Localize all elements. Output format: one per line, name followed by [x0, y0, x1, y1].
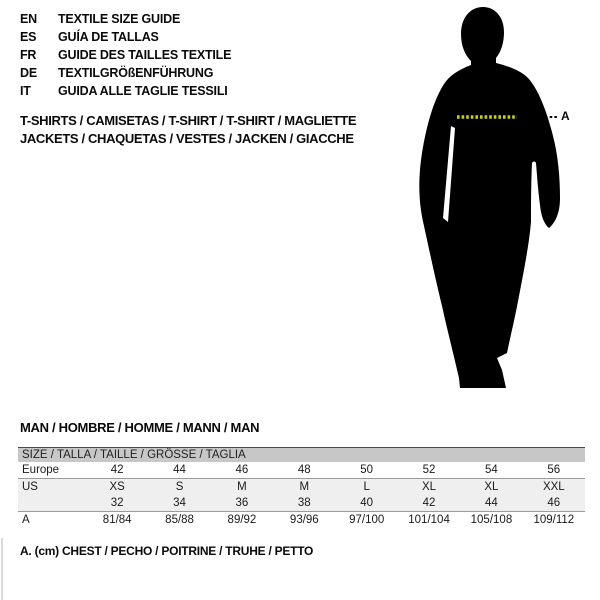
language-code: FR	[20, 48, 37, 62]
language-code: IT	[20, 84, 31, 98]
edge-artifact-line	[1, 538, 3, 600]
measurement-footnote: A. (cm) CHEST / PECHO / POITRINE / TRUHE / PETTO	[20, 544, 314, 558]
category-jackets: JACKETS / CHAQUETAS / VESTES / JACKEN / GIACCHE	[20, 131, 354, 146]
table-cell: 50	[360, 464, 374, 476]
table-cell: 101/104	[408, 514, 450, 526]
table-cell: 54	[485, 464, 498, 476]
table-cell: 48	[297, 464, 311, 476]
table-cell: 46	[547, 497, 561, 509]
man-silhouette-figure	[415, 0, 585, 395]
language-row	[20, 46, 231, 64]
language-title: TEXTILE SIZE GUIDE	[58, 12, 181, 26]
table-cell: XL	[484, 481, 499, 493]
language-code: ES	[20, 30, 37, 44]
language-row	[20, 82, 231, 100]
table-cell: 44	[173, 464, 186, 476]
table-cell: 85/88	[165, 514, 194, 526]
table-cell: 93/96	[289, 514, 319, 526]
table-cell: 81/84	[102, 514, 132, 526]
table-cell: 52	[422, 464, 436, 476]
row-label: Europe	[22, 464, 60, 476]
language-list	[20, 10, 231, 100]
table-cell: XS	[109, 481, 125, 493]
table-cell: XL	[422, 481, 437, 493]
table-cell: 42	[422, 497, 436, 509]
table-cell: 32	[110, 497, 124, 509]
language-title: GUIDE DES TAILLES TEXTILE	[58, 48, 232, 62]
table-row-us-letters	[18, 479, 585, 495]
language-row	[20, 10, 231, 28]
table-cell: 34	[173, 497, 186, 509]
table-cell: M	[299, 481, 310, 493]
language-title: GUIDA ALLE TAGLIE TESSILI	[58, 84, 228, 98]
section-title-man: MAN / HOMBRE / HOMME / MANN / MAN	[20, 420, 260, 435]
table-cell: 40	[360, 497, 374, 509]
table-cell: 105/108	[470, 514, 513, 526]
size-table	[18, 447, 585, 528]
table-cell: 46	[235, 464, 249, 476]
size-table-header: SIZE / TALLA / TAILLE / GRÖSSE / TAGLIA	[18, 448, 585, 462]
table-cell: 97/100	[349, 514, 385, 526]
table-row-us-numbers	[18, 495, 585, 512]
table-cell: XXL	[542, 481, 565, 493]
table-cell: 56	[547, 464, 561, 476]
row-label	[18, 495, 86, 511]
language-row	[20, 64, 231, 82]
table-cell: L	[363, 481, 370, 493]
man-silhouette	[419, 7, 560, 388]
language-code: DE	[20, 66, 37, 80]
table-cell: 89/92	[227, 514, 257, 526]
table-cell: 42	[110, 464, 124, 476]
table-cell: S	[175, 481, 184, 493]
language-row	[20, 28, 231, 46]
row-label: A	[22, 514, 30, 526]
table-cell: 44	[485, 497, 498, 509]
language-title: TEXTILGRÖßENFÜHRUNG	[58, 66, 214, 80]
garment-categories	[20, 112, 356, 148]
table-row-chest-cm	[18, 512, 585, 528]
table-cell: 36	[235, 497, 249, 509]
row-label: US	[22, 481, 38, 493]
category-tshirts: T-SHIRTS / CAMISETAS / T-SHIRT / T-SHIRT / MAGLIETTE	[20, 113, 357, 128]
measure-label-a: A	[561, 109, 570, 123]
table-cell: 109/112	[533, 514, 575, 526]
language-code: EN	[20, 12, 37, 26]
table-cell: M	[237, 481, 247, 493]
table-cell: 38	[297, 497, 311, 509]
language-title: GUÍA DE TALLAS	[58, 30, 159, 44]
table-row-europe	[18, 462, 585, 479]
